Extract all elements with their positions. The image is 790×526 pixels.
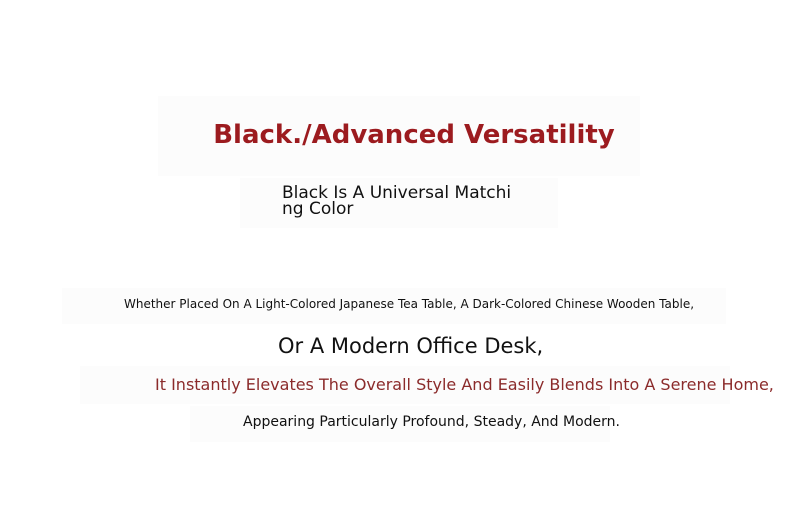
body-line-3: It Instantly Elevates The Overall Style And Easily Blends Into A Serene Home,	[155, 375, 774, 394]
subtitle: Black Is A Universal Matching Color	[282, 183, 512, 219]
body-line-1: Whether Placed On A Light-Colored Japanese Tea Table, A Dark-Colored Chinese Wooden Table,	[123, 297, 695, 311]
body-line-4: Appearing Particularly Profound, Steady, And Modern.	[243, 414, 620, 430]
page-title: Black./Advanced Versatility	[213, 120, 615, 150]
body-line-2: Or A Modern Office Desk,	[278, 334, 544, 358]
